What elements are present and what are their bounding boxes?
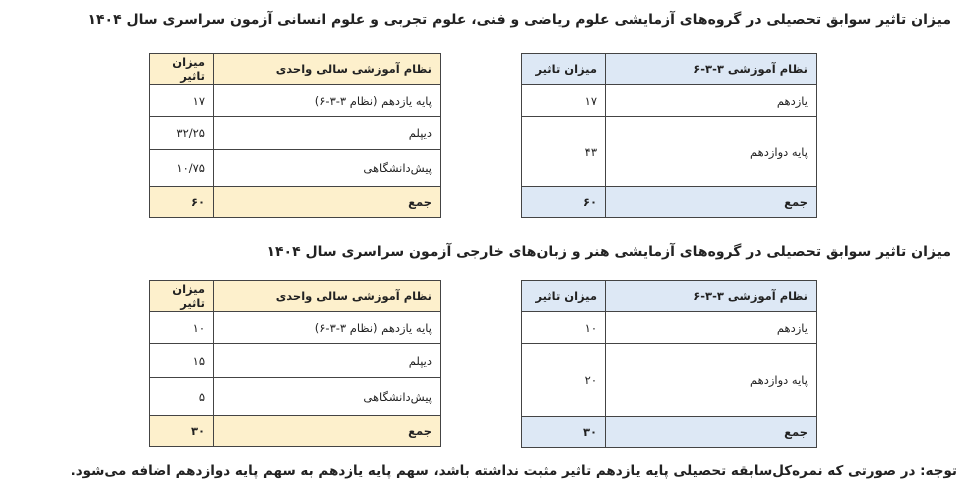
row-label: پیش‌دانشگاهی xyxy=(214,150,441,187)
row-value: ۱۷ xyxy=(150,85,214,117)
row-value: ۱۵ xyxy=(150,344,214,378)
row-label: پایه دوازدهم xyxy=(606,344,817,417)
header-system: نظام آموزشی سالی واحدی xyxy=(214,281,441,312)
header-impact: میزان تاثیر xyxy=(522,54,606,85)
section-title-1: میزان تاثیر سوابق تحصیلی در گروه‌های آزمایشی علوم ریاضی و فنی، علوم تجربی و علوم انسانی آزمون سراسری سال ۱۴۰۴ xyxy=(87,12,951,28)
row-value: ۴۳ xyxy=(522,117,606,187)
row-label: دیپلم xyxy=(214,344,441,378)
header-impact: میزان تاثیر xyxy=(150,281,214,312)
header-impact: میزان تاثیر xyxy=(150,54,214,85)
row-label: یازدهم xyxy=(606,85,817,117)
row-value: ۲۰ xyxy=(522,344,606,417)
row-value: ۱۰ xyxy=(150,312,214,344)
footer-label: جمع xyxy=(606,417,817,448)
footer-value: ۶۰ xyxy=(522,187,606,218)
footer-label: جمع xyxy=(214,187,441,218)
header-system: نظام آموزشی سالی واحدی xyxy=(214,54,441,85)
header-impact: میزان تاثیر xyxy=(522,281,606,312)
header-system: نظام آموزشی ۳-۳-۶ xyxy=(606,54,817,85)
row-label: پایه دوازدهم xyxy=(606,117,817,187)
table-6-3-3-group1 xyxy=(521,53,817,218)
footer-label: جمع xyxy=(214,416,441,447)
header-system: نظام آموزشی ۳-۳-۶ xyxy=(606,281,817,312)
row-value: ۳۲/۲۵ xyxy=(150,117,214,150)
row-value: ۱۷ xyxy=(522,85,606,117)
footer-value: ۳۰ xyxy=(150,416,214,447)
row-value: ۱۰/۷۵ xyxy=(150,150,214,187)
footer-value: ۳۰ xyxy=(522,417,606,448)
footnote: توجه: در صورتی که نمره‌کل‌سابقه تحصیلی پایه یازدهم تاثیر مثبت نداشته باشد، سهم پایه یازدهم به سهم پایه دوازدهم اضافه می‌شود. xyxy=(70,463,957,479)
row-value: ۱۰ xyxy=(522,312,606,344)
row-label: پیش‌دانشگاهی xyxy=(214,378,441,416)
table-annual-group2 xyxy=(149,280,441,447)
row-value: ۵ xyxy=(150,378,214,416)
section-title-2: میزان تاثیر سوابق تحصیلی در گروه‌های آزمایشی هنر و زبان‌های خارجی آزمون سراسری سال ۱۴۰۴ xyxy=(266,244,951,260)
table-annual-group1 xyxy=(149,53,441,218)
row-label: پایه یازدهم (نظام ۳-۳-۶) xyxy=(214,312,441,344)
footer-value: ۶۰ xyxy=(150,187,214,218)
row-label: دیپلم xyxy=(214,117,441,150)
row-label: پایه یازدهم (نظام ۳-۳-۶) xyxy=(214,85,441,117)
row-label: یازدهم xyxy=(606,312,817,344)
footer-label: جمع xyxy=(606,187,817,218)
table-6-3-3-group2 xyxy=(521,280,817,448)
